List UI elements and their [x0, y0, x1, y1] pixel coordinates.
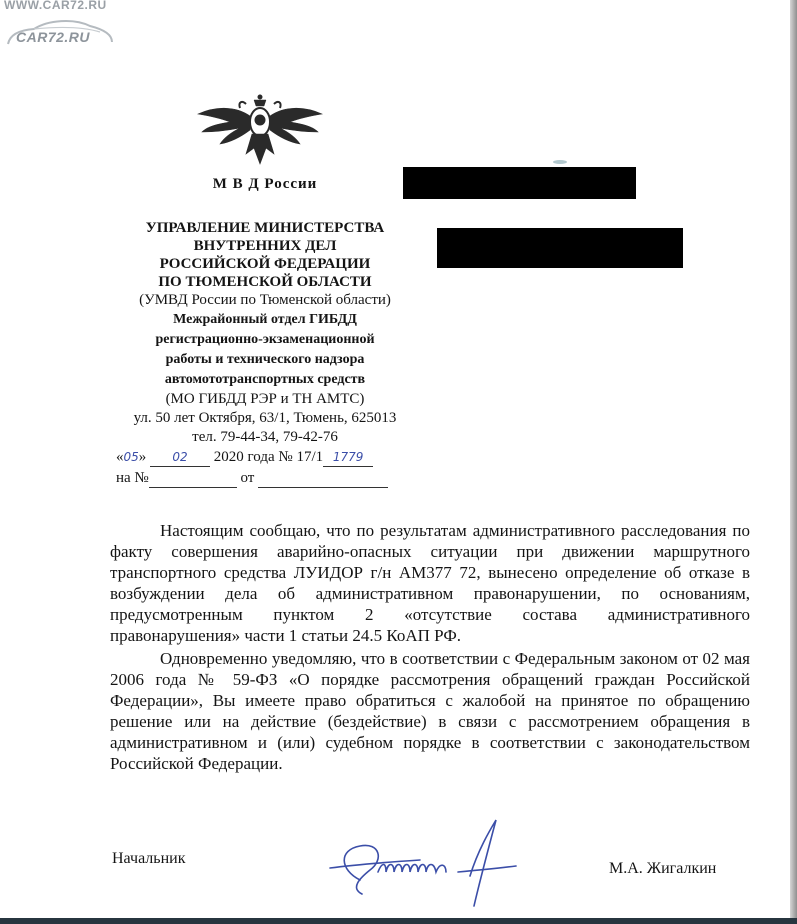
body-paragraph: Одновременно уведомляю, что в соответствии с Федеральным законом от 02 мая 2006 года № 59-ФЗ «О порядке рассмотрения обращений граждан Российской Федерации», Вы имеете право обратиться с жалобой на принятое по обращению решение или на действие (бездействие) в связи с рассмотрением обращения в административном и (или) судебном порядке в соответствии с законодательством Российской Федерации. [110, 649, 750, 773]
subdivision-line: Межрайонный отдел ГИБДД [173, 312, 357, 327]
redaction-box [403, 167, 636, 199]
mvd-eagle-emblem-icon [196, 92, 324, 172]
department-title [110, 219, 420, 291]
subdivision-title [110, 310, 420, 390]
signer-position: Начальник [112, 850, 186, 867]
month-field [150, 449, 210, 467]
scan-bottom-edge [0, 918, 797, 924]
reply-date-field [258, 470, 388, 488]
scan-right-edge [790, 0, 797, 924]
signer-name: М.А. Жигалкин [609, 860, 717, 877]
watermark-url: WWW.CAR72.RU [4, 0, 107, 12]
subdivision-line: работы и технического надзора [165, 352, 365, 367]
in-reply-label: на № [116, 470, 149, 486]
ink-mark [553, 160, 567, 164]
quote-open: « [116, 449, 124, 465]
redaction-box [437, 228, 683, 268]
handwritten-signature [320, 810, 560, 910]
subdivision-line: автомототранспортных средств [164, 372, 366, 387]
department-line: ВНУТРЕННИХ ДЕЛ [193, 238, 337, 254]
number-field [323, 449, 373, 467]
watermark-logo-text: CAR72.RU [16, 29, 91, 45]
ministry-name: М В Д России [212, 176, 318, 192]
reply-number-field [149, 470, 237, 488]
letter-body [110, 520, 750, 774]
address: ул. 50 лет Октября, 63/1, Тюмень, 625013 [133, 410, 397, 426]
department-line: РОССИЙСКОЙ ФЕДЕРАЦИИ [159, 256, 371, 272]
handwritten-month: 02 [172, 450, 188, 464]
outgoing-reference [116, 449, 373, 467]
phone: тел. 79-44-34, 79-42-76 [192, 429, 338, 445]
department-line: ПО ТЮМЕНСКОЙ ОБЛАСТИ [158, 274, 372, 290]
handwritten-day: 05 [123, 450, 139, 464]
department-line: УПРАВЛЕНИЕ МИНИСТЕРСТВА [145, 220, 385, 236]
year-and-number: 2020 года № 17/1 [213, 449, 324, 465]
incoming-reference [116, 470, 388, 488]
subdivision-line: регистрационно-экзаменационной [155, 332, 375, 347]
body-paragraph: Настоящим сообщаю, что по результатам административного расследования по факту совершения аварийно-опасных ситуации при движении маршрутного транспортного средства ЛУИДОР г/н АМ377 72, вынесено определение об отказе в возбуждении дела об административном правонарушении, по основаниям, предусмотренным пунктом 2 «отсутствие состава административного правонарушения» части 1 статьи 24.5 КоАП РФ. [110, 521, 750, 645]
site-watermark [4, 0, 107, 45]
department-abbreviation: (УМВД России по Тюменской области) [139, 292, 391, 308]
subdivision-abbreviation: (МО ГИБДД РЭР и ТН АМТС) [165, 391, 365, 407]
handwritten-number: 1779 [332, 450, 364, 464]
from-label: от [240, 470, 255, 486]
quote-close: » [138, 449, 147, 465]
letterhead [110, 176, 420, 447]
